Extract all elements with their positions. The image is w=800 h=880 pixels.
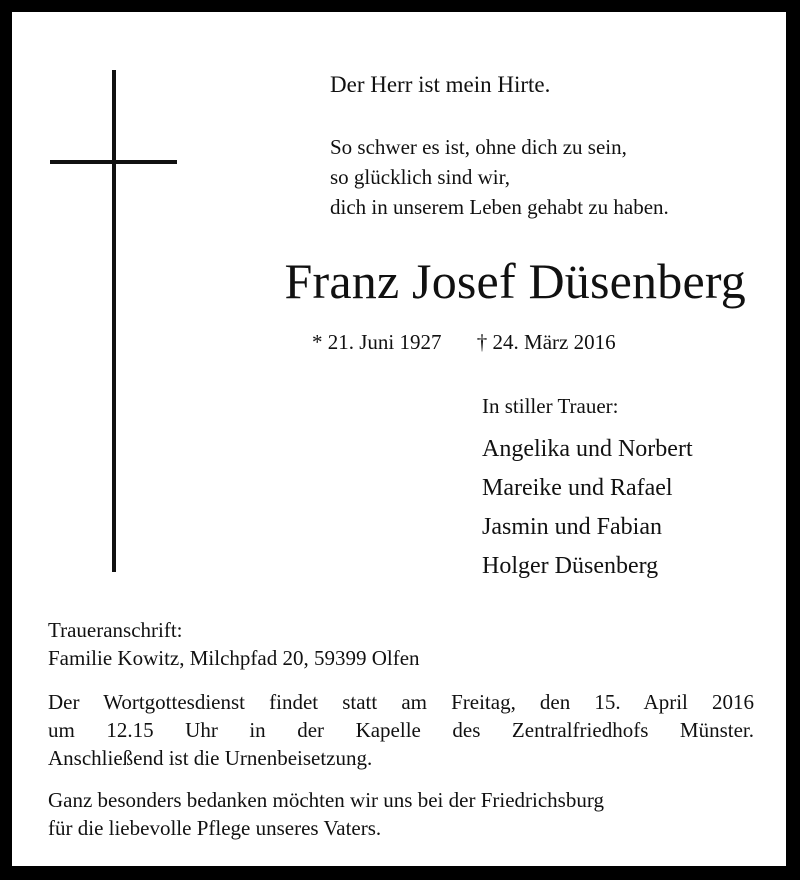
mourner-name: Holger Düsenberg: [482, 553, 659, 579]
deceased-name: Franz Josef Düsenberg: [284, 253, 746, 309]
cross-icon-vertical-bar: [112, 70, 116, 572]
verse-line: so glücklich sind wir,: [330, 165, 510, 189]
service-line: Anschließend ist die Urnenbeisetzung.: [48, 746, 373, 770]
thanks-text: [48, 786, 604, 842]
mourner-name: Mareike und Rafael: [482, 475, 673, 501]
service-line: Der Wortgottesdienst findet statt am Freitag, den 15. April 2016: [48, 690, 754, 714]
mourner-name: Jasmin und Fabian: [482, 514, 662, 540]
mourning-address: [48, 616, 420, 672]
verse-line: dich in unserem Leben gehabt zu haben.: [330, 195, 669, 219]
verse-title: Der Herr ist mein Hirte.: [330, 72, 551, 97]
mourner-name: Angelika und Norbert: [482, 436, 693, 462]
life-dates: [312, 330, 616, 355]
birth-date: * 21. Juni 1927: [312, 330, 442, 354]
service-announcement: [48, 688, 754, 772]
mourning-intro: In stiller Trauer:: [482, 394, 619, 418]
address-value: Familie Kowitz, Milchpfad 20, 59399 Olfen: [48, 646, 420, 670]
mourners-list: [482, 430, 693, 586]
cross-icon-horizontal-bar: [50, 160, 177, 164]
death-date: † 24. März 2016: [476, 330, 616, 354]
verse-line: So schwer es ist, ohne dich zu sein,: [330, 135, 627, 159]
service-line: um 12.15 Uhr in der Kapelle des Zentralfriedhofs Münster.: [48, 718, 754, 742]
verse-text: [330, 132, 669, 222]
thanks-line: Ganz besonders bedanken möchten wir uns bei der Friedrichsburg: [48, 788, 604, 812]
thanks-line: für die liebevolle Pflege unseres Vaters.: [48, 816, 382, 840]
address-label: Traueranschrift:: [48, 618, 183, 642]
obituary-notice: [12, 12, 786, 866]
